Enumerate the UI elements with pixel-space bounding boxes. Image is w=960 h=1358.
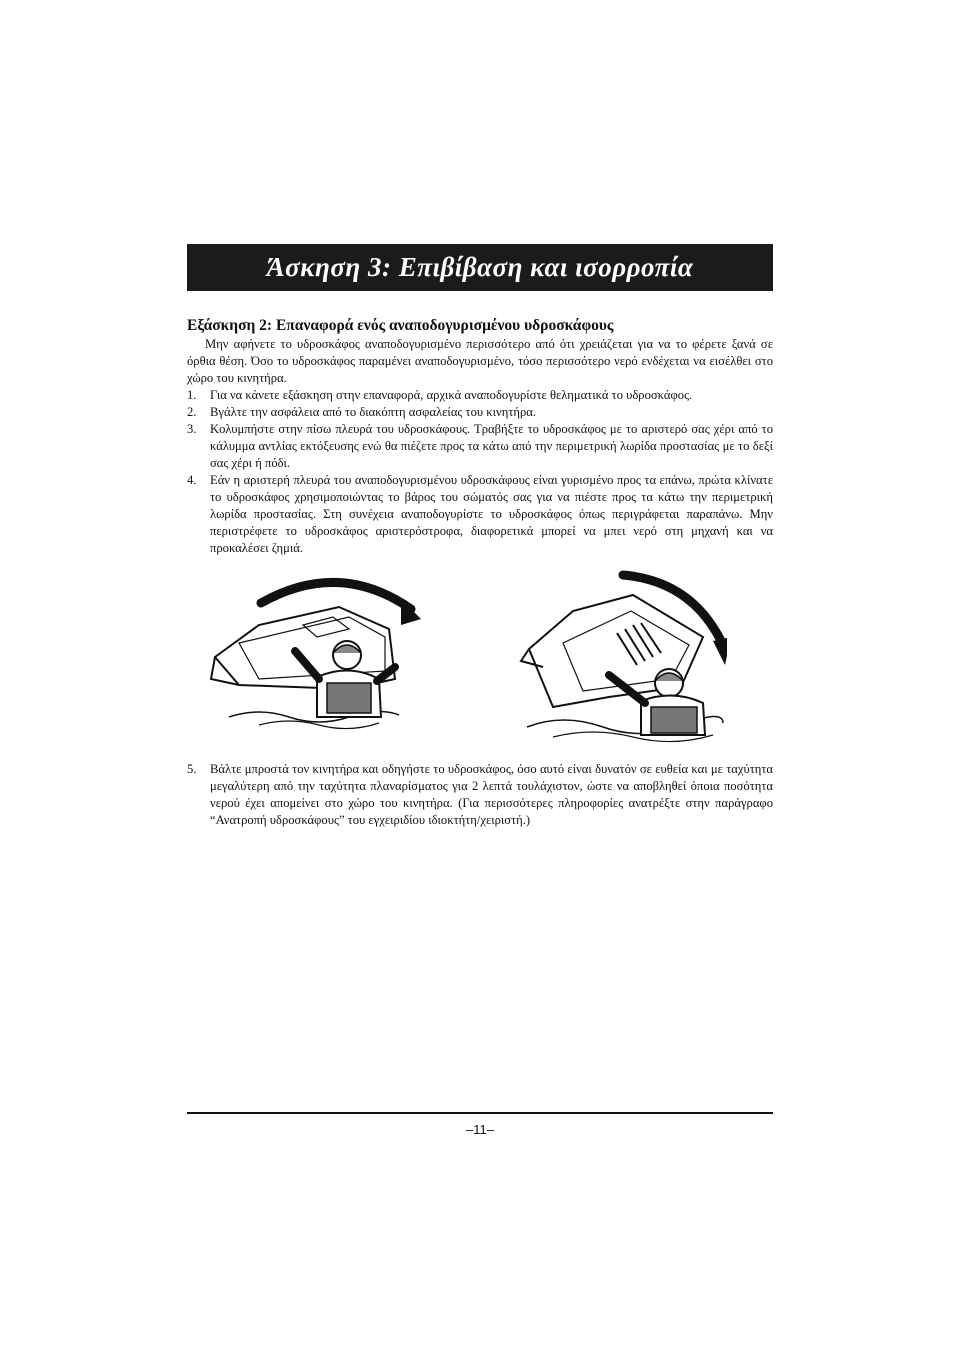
- step-number: 3.: [187, 422, 197, 436]
- list-item: [187, 387, 773, 404]
- list-item: [187, 421, 773, 472]
- list-item: [187, 761, 773, 829]
- steps-list: [187, 387, 773, 557]
- banner-title: Άσκηση 3: Επιβίβαση και ισορροπία: [266, 252, 694, 282]
- list-item: [187, 472, 773, 557]
- list-item: [187, 404, 773, 421]
- step-number: 4.: [187, 473, 197, 487]
- step-text: Για να κάνετε εξάσκηση στην επαναφορά, αρχικά αναποδογυρίστε θεληματικά το υδροσκάφος.: [210, 388, 693, 402]
- step-number: 1.: [187, 388, 197, 402]
- step-number: 5.: [187, 762, 197, 776]
- righting-illustration-1: [199, 567, 424, 737]
- section-banner: [187, 244, 773, 291]
- step-text: Εάν η αριστερή πλευρά του αναποδογυρισμένου υδροσκάφους είναι γυρισμένο προς τα επάνω, πρώτα κλίνατε το υδροσκάφος χρησιμοποιώντας το βάρος του σώματός σας για να πιέστε προς τα κάτω την περιμετρική λωρίδα προστασίας. Στη συνέχεια αναποδογυρίστε το υδροσκάφος όπως περιγράφεται παραπάνω. Μην περιστρέφετε το υδροσκάφος αριστερόστροφα, διαφορετικά μπορεί να μπει νερό στη μηχανή και να προκαλέσει ζημιά.: [210, 473, 773, 555]
- page-content: [187, 316, 773, 829]
- section-title: Εξάσκηση 2: Επαναφορά ενός αναποδογυρισμένου υδροσκάφους: [187, 317, 614, 334]
- step-text: Κολυμπήστε στην πίσω πλευρά του υδροσκάφους. Τραβήξτε το υδροσκάφος με το αριστερό σας χέρι από το κάλυμμα αντλίας εκτόξευσης ενώ θα πιέζετε προς τα κάτω από την περιμετρική λωρίδα προστασίας με το δεξί σας χέρι ή πόδι.: [210, 422, 773, 470]
- illustrations: [187, 567, 773, 749]
- intro-paragraph: Μην αφήνετε το υδροσκάφος αναποδογυρισμένο περισσότερο από ότι χρειάζεται για να το φέρετε ξανά σε όρθια θέση. Όσο το υδροσκάφος παραμένει αναποδογυρισμένο, τόσο περισσότερο νερό ενδέχεται να εισέλθει στο χώρο του κινητήρα.: [187, 337, 773, 385]
- step-number: 2.: [187, 405, 197, 419]
- footer-divider: [187, 1112, 773, 1114]
- step-text: Βάλτε μπροστά τον κινητήρα και οδηγήστε το υδροσκάφος, όσο αυτό είναι δυνατόν σε ευθεία και με ταχύτητα μεγαλύτερη από την ταχύτητα πλαναρίσματος για 2 λεπτά τουλάχιστον, ώστε να αποβληθεί όποια ποσότητα νερού έχει απομείνει στο χώρο του κινητήρα. (Για περισσότερες πληροφορίες ανατρέξτε στην παράγραφο “Ανατροπή υδροσκάφους” του εγχειριδίου ιδιοκτήτη/χειριστή.): [210, 762, 773, 827]
- page-number: –11–: [466, 1122, 494, 1137]
- step-text: Βγάλτε την ασφάλεια από το διακόπτη ασφαλείας του κινητήρα.: [210, 405, 536, 419]
- steps-list-continued: [187, 761, 773, 829]
- righting-illustration-2: [513, 567, 727, 749]
